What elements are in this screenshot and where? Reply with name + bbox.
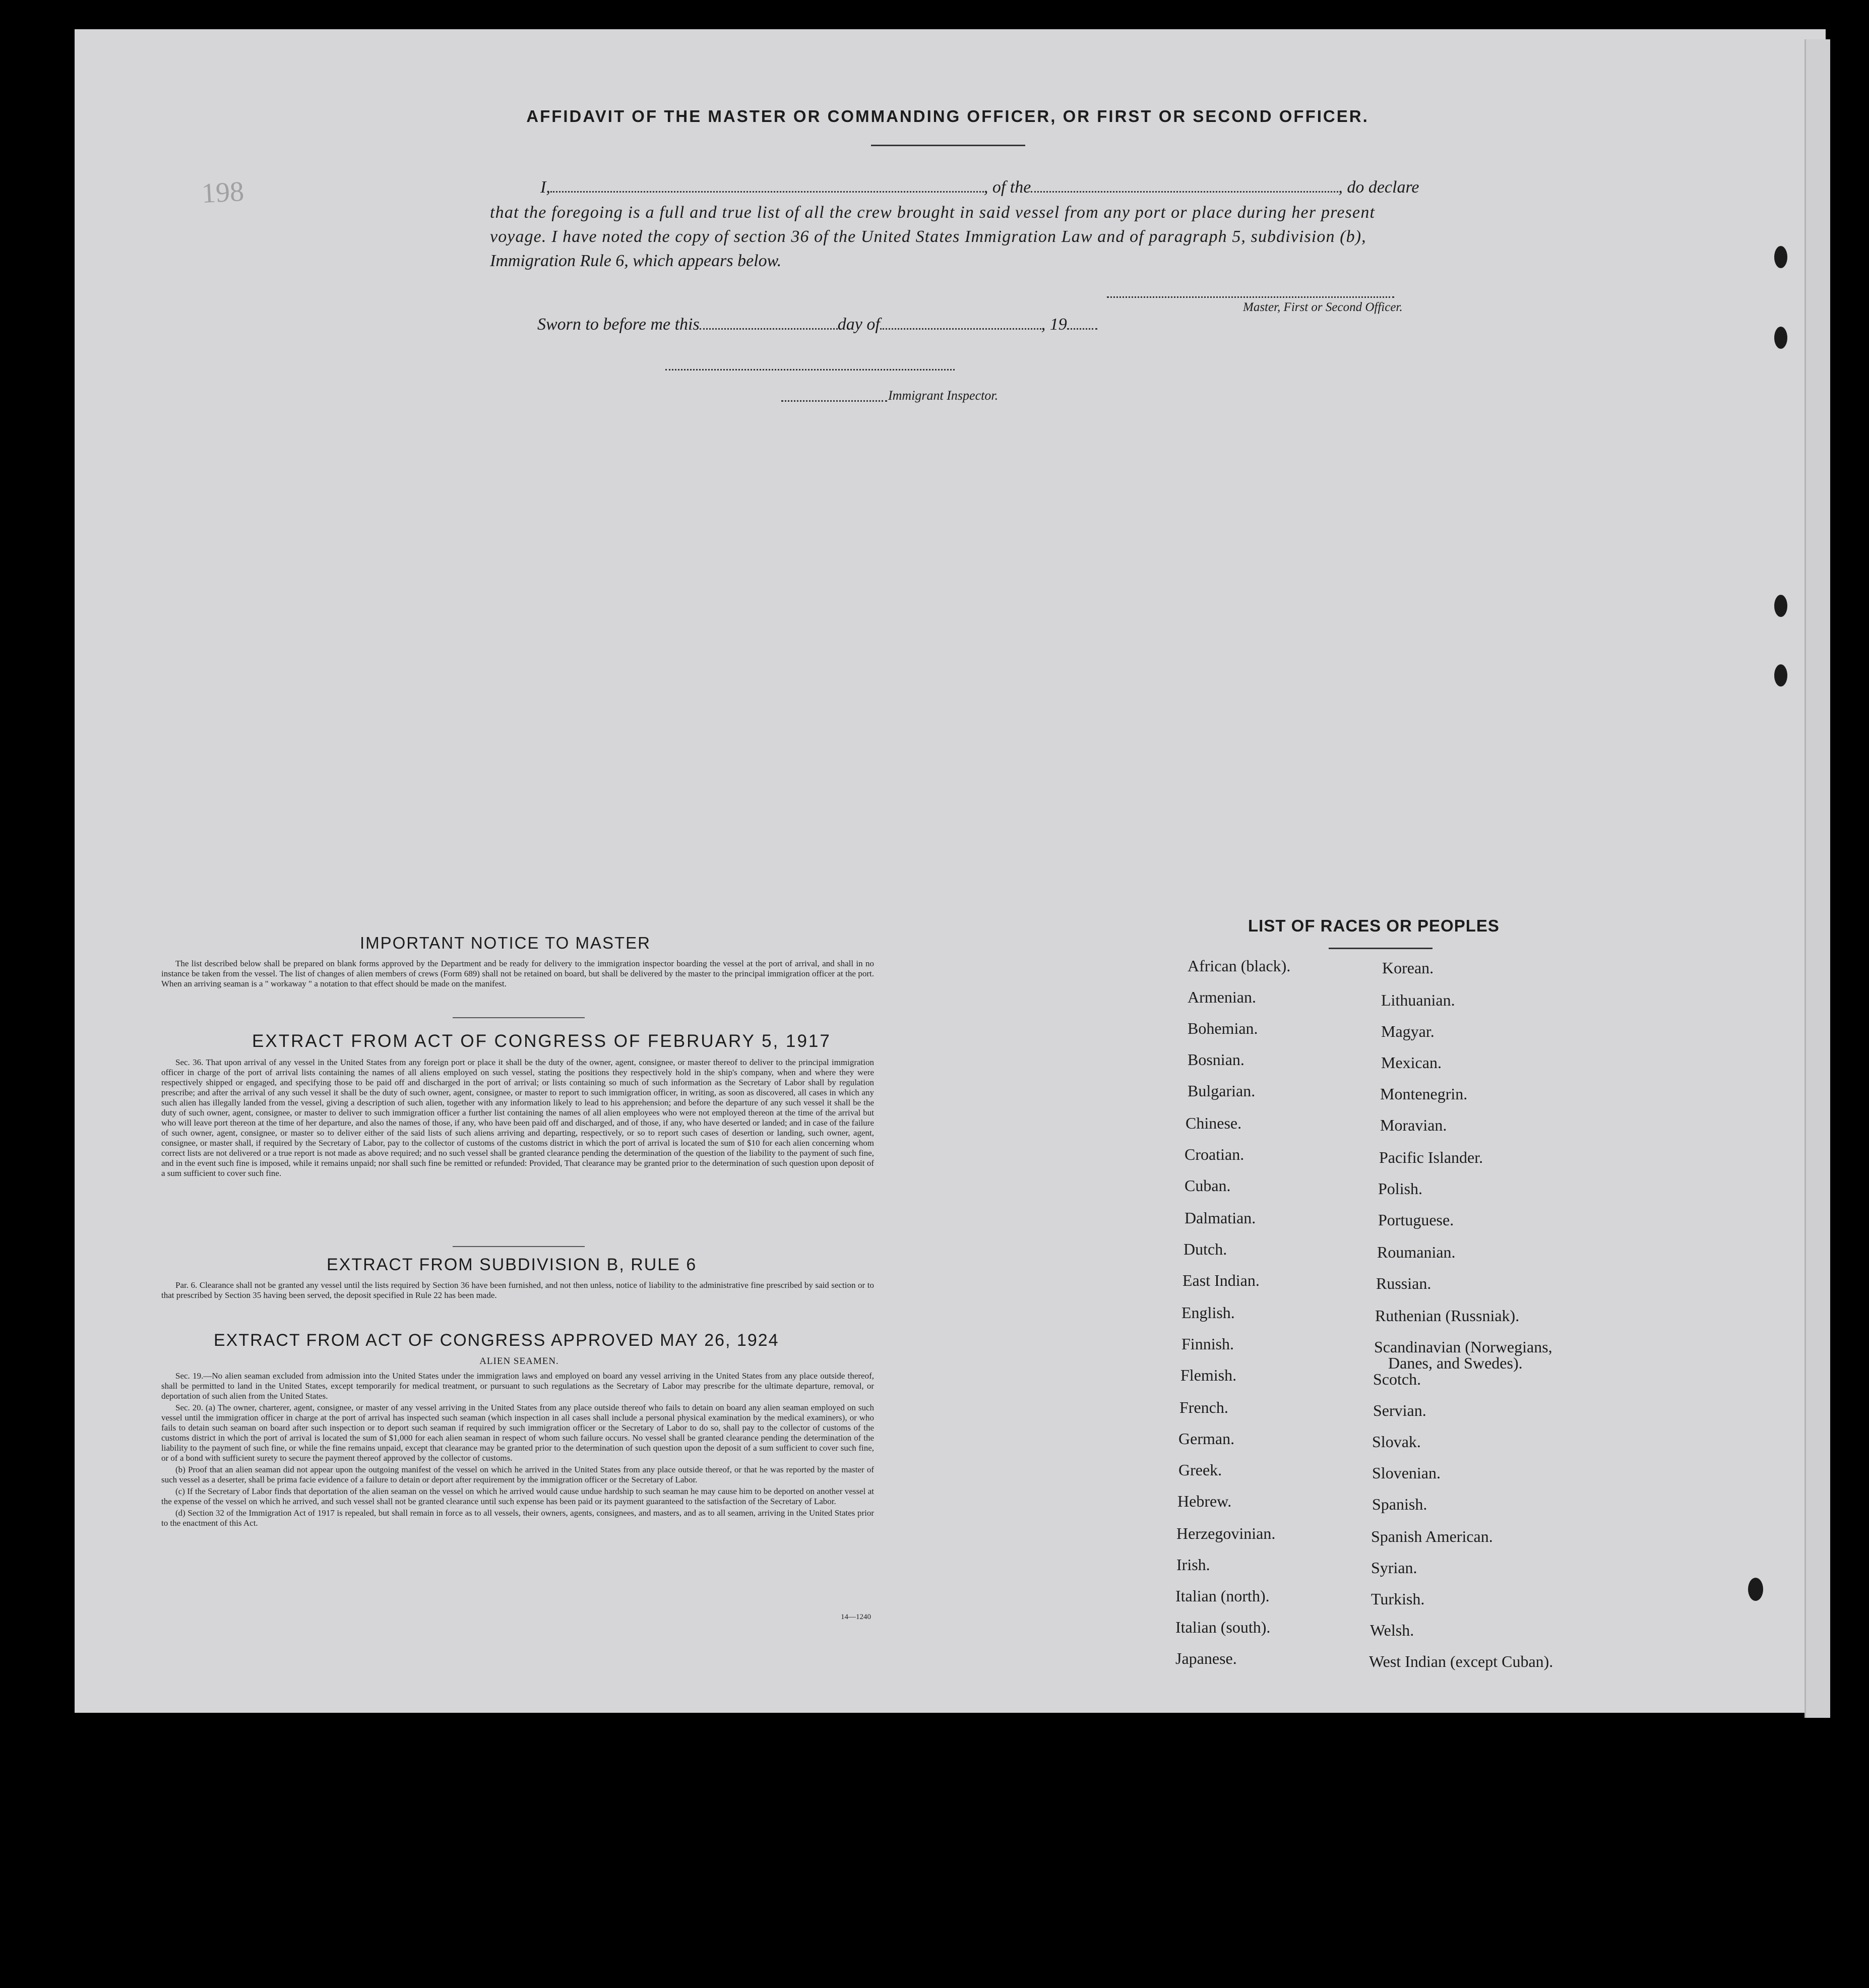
i-label: I, [540,178,550,197]
month-blank[interactable] [880,326,1041,330]
race-item: Herzegovinian. [1176,1524,1276,1542]
section-20c-paragraph: (c) If the Secretary of Labor finds that deportation of the alien seaman on the vessel on which he arrived would cause undue hardship to such seaman he may cause him to be deported on another vessel at the expense of the vessel on which he arrived, and such vessel shall not be granted clearance until such expense has been paid or its payment guaranteed to the satisfaction of the Secretary of Labor. [161,1486,874,1506]
race-item: French. [1179,1398,1228,1416]
race-item: Roumanian. [1377,1243,1456,1261]
race-item: Korean. [1382,959,1434,977]
race-item: Bosnian. [1188,1050,1244,1069]
race-item: Irish. [1176,1556,1210,1574]
sworn-year-label: , 19 [1041,315,1067,334]
punch-hole [1774,246,1787,268]
do-declare-label: , do declare [1338,178,1419,197]
race-item: Russian. [1376,1274,1431,1292]
race-item: Hebrew. [1177,1492,1232,1510]
punch-hole [1748,1578,1763,1601]
affidavit-line-1 [540,175,1419,200]
race-item: East Indian. [1182,1271,1260,1289]
extract-rule6-paragraph: Par. 6. Clearance shall not be granted any vessel until the lists required by Section 36 have been furnished, and not then unless, notice of liability to the administrative fine prescribed by said section or to that prescribed by Section 35 having been served, the deposit specified in Rule 22 has been made. [161,1280,874,1300]
affidavit-title: AFFIDAVIT OF THE MASTER OR COMMANDING OFFICER, OR FIRST OR SECOND OFFICER. [526,107,1369,126]
race-item: Spanish. [1372,1495,1427,1513]
of-the-label: , of the [983,178,1031,197]
race-item: Lithuanian. [1381,991,1455,1009]
sworn-prefix: Sworn to before me this [537,315,700,334]
race-item: Welsh. [1370,1621,1414,1639]
race-item: German. [1178,1430,1235,1448]
races-title-rule [1329,948,1432,949]
race-item: Dutch. [1183,1240,1227,1258]
affidavit-line-3: voyage. I have noted the copy of section 36 of the United States Immigration Law and of paragraph 5, subdivision (b), [490,227,1366,246]
race-item: Finnish. [1181,1335,1234,1353]
affidavit-line-4: Immigration Rule 6, which appears below. [490,252,782,270]
name-blank[interactable] [550,189,984,193]
extract-rule6-title: EXTRACT FROM SUBDIVISION B, RULE 6 [327,1255,697,1274]
extract-1917-title: EXTRACT FROM ACT OF CONGRESS OF FEBRUARY 5, 1917 [252,1031,831,1051]
day-blank[interactable] [700,326,838,330]
notice-body [161,959,874,990]
race-item: Chinese. [1186,1114,1242,1132]
race-item: Italian (south). [1175,1618,1271,1636]
punch-hole [1774,327,1787,349]
margin-note: 198 [201,175,245,210]
signature-caption: Master, First or Second Officer. [1243,300,1403,314]
race-item: Turkish. [1371,1590,1425,1608]
race-item: Greek. [1178,1461,1222,1479]
race-item: Italian (north). [1175,1587,1270,1605]
race-item: Mexican. [1381,1053,1442,1072]
section-20a-paragraph: Sec. 20. (a) The owner, charterer, agent, consignee, or master of any vessel arriving in the United States from any place outside thereof who fails to detain on board any alien seaman employed on such vessel until the immigration officer in charge at the port of arrival has inspected such seaman (which inspection in all cases shall include a personal physical examination by the medical examiners), or who fails to detain such seaman on board after such inspection or to deport such seaman if required by such immigration officer or the Secretary of Labor to do so, shall pay to the collector of customs of the customs district in which the port of arrival is located the sum of $1,000 for each alien seaman in respect of whom such failure occurs. No vessel shall be granted clearance pending the determination of the liability to the payment of such fine, or while the fine remains unpaid, except that clearance may be granted prior to the determination of such question upon the deposit of a sum sufficient to cover such fine, or of a bond with sufficient surety to secure the payment thereof approved by the collector of customs. [161,1403,874,1463]
extract-1924-body [161,1371,874,1530]
race-item: Magyar. [1381,1022,1435,1040]
race-item: Portuguese. [1378,1211,1454,1229]
race-item: Danes, and Swedes). [1388,1354,1523,1372]
extract-1917-paragraph: Sec. 36. That upon arrival of any vessel in the United States from any foreign port or place it shall be the duty of the owner, agent, consignee, or master thereof to deliver to the principal immigration officer in charge of the port of arrival lists containing the names of all aliens employed on such vessel, stating the positions they respectively hold in the ship's company, when and where they were respectively shipped or engaged, and specifying those to be paid off and discharged in the port of arrival; or lists containing so much of such information as the Secretary of Labor shall by regulation prescribe; and after the arrival of any such vessel it shall be the duty of such owner, agent, consignee, or master to report to such immigration officer, in writing, as soon as discovered, all cases in which any such alien has illegally landed from the vessel, giving a description of such alien, together with any information likely to lead to his apprehension; and before the departure of any such vessel it shall be the duty of such owner, agent, consignee, or master to deliver to such immigration officer a further list containing the names of all alien employees who were not employed thereon at the time of the arrival but who will leave port thereon at the time of her departure, and also the names of those, if any, who have been paid off and discharged, and of those, if any, who have deserted or landed; and in case of the failure of such owner, agent, consignee, or master so to deliver either of the said lists of such aliens arriving and departing, respectively, or so to report such cases of desertion or landing, such owner, agent, consignee, or master shall, if required by the Secretary of Labor, pay to the collector of customs of the customs district in which the port of arrival is located the sum of $10 for each alien concerning whom correct lists are not delivered or a true report is not made as above required; and no such vessel shall be granted clearance pending the determination of the question of the liability to the payment of such fine, and in the event such fine is imposed, while it remains unpaid; nor shall such fine be remitted or refunded: Provided, That clearance may be granted prior to the determination of such question upon deposit of a sum sufficient to cover such fine. [161,1058,874,1178]
race-item: Cuban. [1185,1176,1231,1195]
affidavit-line-2: that the foregoing is a full and true list of all the crew brought in said vessel from any port or place during her present [490,203,1376,222]
form-number: 14—1240 [841,1613,871,1621]
extract-1917-body [161,1058,874,1180]
divider [453,1246,585,1247]
signature-blank[interactable] [1107,294,1394,298]
race-item: Servian. [1373,1401,1426,1419]
inspector-signature-blank[interactable] [665,367,955,370]
race-item: Ruthenian (Russniak). [1375,1307,1520,1325]
race-item: African (black). [1188,957,1291,975]
race-item: English. [1181,1303,1235,1322]
race-item: Syrian. [1371,1559,1417,1577]
race-item: Spanish American. [1371,1527,1493,1545]
affidavit-title-rule [871,145,1025,146]
notice-paragraph: The list described below shall be prepared on blank forms approved by the Department and be ready for delivery to the immigration inspector boarding the vessel at the port of arrival, and shall in no instance be taken from the vessel. The list of changes of alien members of crews (Form 689) shall not be retained on board, but shall be delivered by the master to the principal immigration officer at the port. When an arriving seaman is a " workaway " a notation to that effect should be made on the manifest. [161,959,874,988]
race-item: West Indian (except Cuban). [1369,1652,1553,1670]
race-item: Slovenian. [1372,1464,1441,1482]
race-item: Scotch. [1373,1370,1421,1388]
race-item: Bulgarian. [1188,1082,1256,1100]
vessel-blank[interactable] [1031,189,1338,193]
year-blank[interactable] [1067,326,1097,330]
race-item: Bohemian. [1188,1019,1258,1037]
races-title: LIST OF RACES OR PEOPLES [1248,916,1500,935]
race-item: Moravian. [1380,1116,1447,1134]
sworn-day-label: day of [837,315,880,334]
race-item: Croatian. [1185,1145,1244,1163]
race-item: Dalmatian. [1185,1209,1256,1227]
race-item: Armenian. [1188,988,1256,1006]
race-item: Polish. [1378,1179,1423,1198]
punch-hole [1774,664,1787,687]
section-20b-paragraph: (b) Proof that an alien seaman did not appear upon the outgoing manifest of the vessel on which he arrived in the United States from any place outside thereof, or that he was reported by the master of such vessel as a deserter, shall be prima facie evidence of a failure to detain or deport after requirement by the immigration officer or the Secretary of Labor. [161,1465,874,1484]
race-item: Montenegrin. [1380,1085,1468,1103]
race-item: Flemish. [1180,1366,1237,1384]
divider [453,1017,585,1018]
race-item: Pacific Islander. [1379,1148,1483,1166]
race-item: Japanese. [1175,1649,1237,1667]
inspector-prefix-blank[interactable] [781,398,887,402]
sworn-line [537,313,1097,337]
section-20d-paragraph: (d) Section 32 of the Immigration Act of 1917 is repealed, but shall remain in force as to all vessels, their owners, agents, consignees, and masters, and as to all seamen, arriving in the United States prior to the enactment of this Act. [161,1508,874,1528]
extract-1924-title: EXTRACT FROM ACT OF CONGRESS APPROVED MAY 26, 1924 [214,1331,779,1350]
section-19-paragraph: Sec. 19.—No alien seaman excluded from admission into the United States under the immigration laws and employed on board any vessel arriving in the United States from any place outside thereof, shall be permitted to land in the United States, except temporarily for medical treatment, or pursuant to such regulations as the Secretary of Labor may prescribe for the ultimate departure, removal, or deportation of such alien from the United States. [161,1371,874,1401]
extract-1924-subtitle: ALIEN SEAMEN. [479,1356,559,1366]
sheet-edge [1804,39,1830,1718]
notice-title: IMPORTANT NOTICE TO MASTER [360,934,651,952]
inspector-caption: Immigrant Inspector. [888,388,999,403]
extract-rule6-body [161,1280,874,1302]
punch-hole [1774,595,1787,617]
race-item: Scandinavian (Norwegians, [1374,1338,1552,1356]
race-item: Slovak. [1372,1433,1421,1451]
